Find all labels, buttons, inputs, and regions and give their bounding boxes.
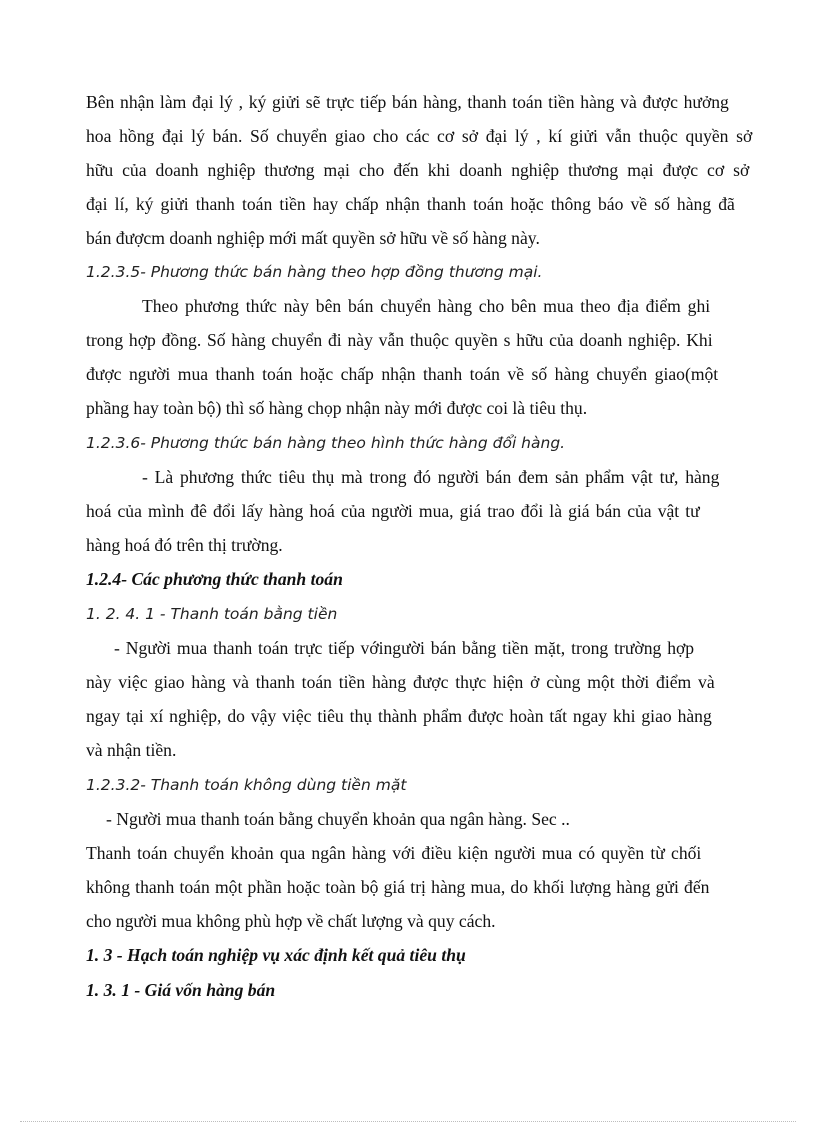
paragraph-line: phầng hay toàn bộ) thì số hàng chọp nhận này mới được coi là tiêu thụ. [86, 398, 588, 418]
paragraph-line: được người mua thanh toán hoặc chấp nhận thanh toán về số hàng chuyển giao(một [86, 364, 719, 384]
paragraph-line: hàng hoá đó trên thị trường. [86, 535, 283, 555]
paragraph-line: - Người mua thanh toán bằng chuyển khoản qua ngân hàng. Sec .. [106, 809, 570, 829]
paragraph-line: Thanh toán chuyển khoản qua ngân hàng với điều kiện người mua có quyền từ chối [86, 843, 702, 863]
paragraph-line: cho người mua không phù hợp về chất lượng và quy cách. [86, 911, 496, 931]
paragraph-line: - Người mua thanh toán trực tiếp vớingười bán bằng tiền mặt, trong trường hợp [114, 638, 695, 658]
paragraph-line: bán đượcm doanh nghiệp mới mất quyền sở hữu về số hàng này. [86, 228, 540, 248]
paragraph-line: hoá của mình đê đổi lấy hàng hoá của người mua, giá trao đổi là giá bán của vật tư [86, 501, 700, 521]
paragraph-line: hoa hồng đại lý bán. Số chuyển giao cho các cơ sở đại lý , kí giửi vẫn thuộc quyền sở [86, 126, 753, 146]
subsection-heading: 1.2.3.2- Thanh toán không dùng tiền mặt [86, 776, 407, 794]
section-heading: 1. 3 - Hạch toán nghiệp vụ xác định kết quả tiêu thụ [86, 945, 466, 965]
page-bottom-divider [20, 1121, 796, 1122]
paragraph-line: Theo phương thức này bên bán chuyển hàng cho bên mua theo địa điểm ghi [142, 296, 711, 316]
subsection-heading: 1.2.3.5- Phương thức bán hàng theo hợp đồng thương mại. [86, 263, 543, 281]
paragraph-line: không thanh toán một phần hoặc toàn bộ giá trị hàng mua, do khối lượng hàng gửi đến [86, 877, 710, 897]
paragraph-line: Bên nhận làm đại lý , ký giửi sẽ trực tiếp bán hàng, thanh toán tiền hàng và được hưởng [86, 92, 729, 112]
paragraph-line: đại lí, ký giửi thanh toán tiền hay chấp nhận thanh toán hoặc thông báo về số hàng đã [86, 194, 735, 214]
paragraph-line: hữu của doanh nghiệp thương mại cho đến khi doanh nghiệp thương mại được cơ sở [86, 160, 750, 180]
subsection-heading: 1.2.3.6- Phương thức bán hàng theo hình thức hàng đổi hàng. [86, 434, 566, 452]
paragraph-line: trong hợp đồng. Số hàng chuyển đi này vẫn thuộc quyền s hữu của doanh nghiệp. Khi [86, 330, 713, 350]
paragraph-line: và nhận tiền. [86, 740, 177, 760]
paragraph-line: ngay tại xí nghiệp, do vậy việc tiêu thụ thành phẩm được hoàn tất ngay khi giao hàng [86, 706, 712, 726]
subsection-heading: 1. 3. 1 - Giá vốn hàng bán [86, 980, 276, 1000]
paragraph-line: - Là phương thức tiêu thụ mà trong đó người bán đem sản phẩm vật tư, hàng [142, 467, 720, 487]
paragraph-line: này việc giao hàng và thanh toán tiền hàng được thực hiện ở cùng một thời điểm và [86, 672, 715, 692]
section-heading: 1.2.4- Các phương thức thanh toán [86, 569, 343, 589]
subsection-heading: 1. 2. 4. 1 - Thanh toán bằng tiền [86, 605, 338, 623]
